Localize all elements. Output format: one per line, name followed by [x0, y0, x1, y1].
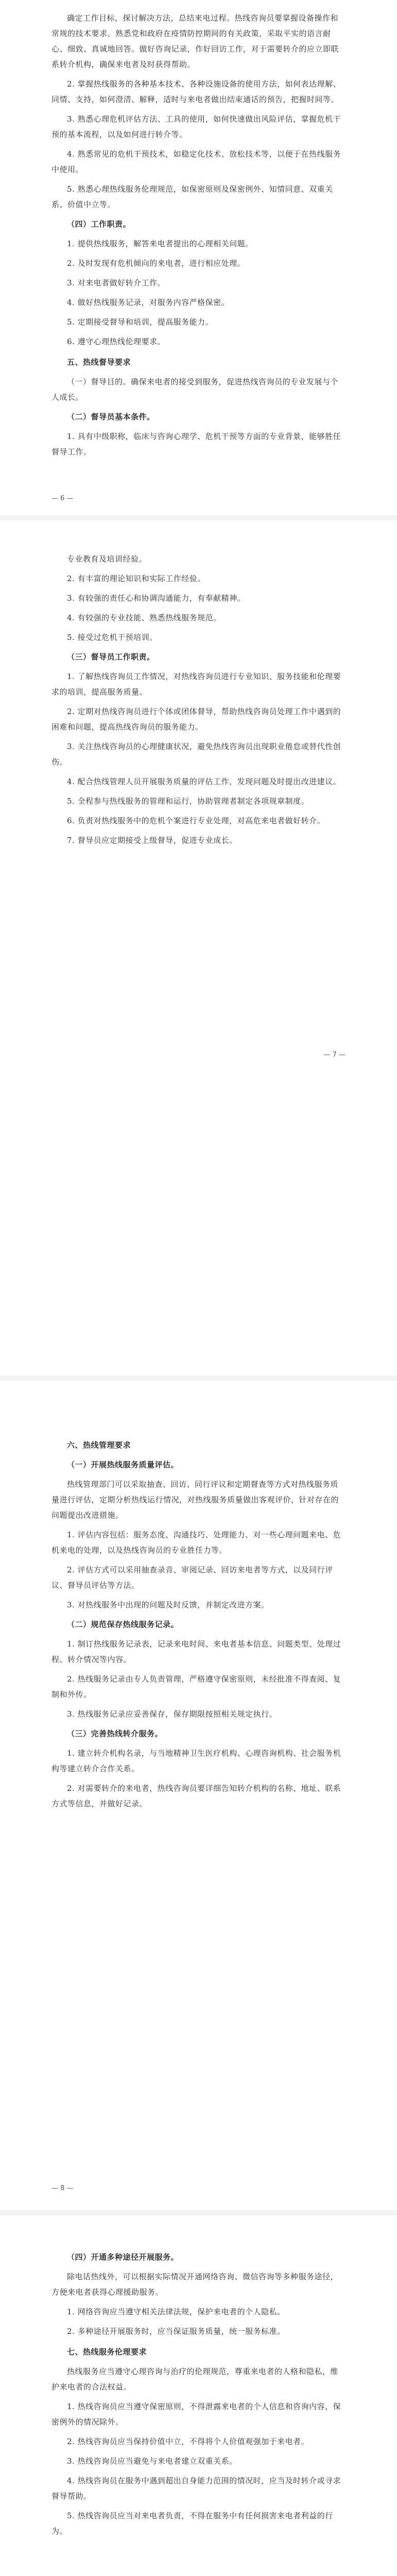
page-separator	[0, 2210, 397, 2215]
subsection-heading: （二）规范保存热线服务记录。	[67, 1620, 179, 1629]
document-page-2	[0, 520, 397, 1376]
paragraph: 5. 熟悉心理热线服务伦理规范，如保密原则及保密例外、知情同意、双重关系、价值中立等。	[51, 184, 333, 209]
list-item: 1. 网络咨询应当遵守相关法律法规，保护来电者的个人隐私。	[67, 2307, 285, 2316]
list-item: 2. 热线咨询员应当保持价值中立，不得将个人价值观强加于来电者。	[67, 2437, 309, 2446]
page-number: — 7 —	[323, 1051, 346, 1059]
subsection-heading: （三）督导员工作职责。	[67, 652, 155, 662]
list-item: 1. 制订热线服务记录表，记录来电时间、来电者基本信息、问题类型、处理过程、转介情况等内容。	[51, 1639, 341, 1664]
paragraph: 3. 熟悉心理危机评估方法、工具的使用，如何快速做出风险评估，掌握危机干预的基本流程，以及如何进行转介等。	[51, 114, 341, 139]
list-item: 1. 热线咨询员应当遵守保密原则，不得泄露来电者的个人信息和咨询内容，保密例外的情况除外。	[51, 2402, 341, 2427]
paragraph: 热线服务应当遵守心理咨询与治疗的伦理规范，尊重来电者的人格和隐私，维护来电者的合法权益。	[51, 2367, 339, 2392]
list-item: 2. 及时发现有危机倾向的来电者，进行相应处理。	[67, 259, 246, 268]
list-item: 5. 定期接受督导和培训，提高服务能力。	[67, 317, 214, 327]
list-item: 4. 有较强的专业技能、熟悉热线服务规范。	[67, 613, 221, 622]
list-item: 2. 评估方式可以采用抽查录音、审阅记录、回访来电者等方式，以及同行评议、督导员评估等方法。	[51, 1565, 333, 1590]
subsection-heading: （四）工作职责。	[67, 219, 131, 229]
document-page-4	[0, 2215, 397, 2576]
list-item: 7. 督导员应定期接受上级督导，促进专业成长。	[67, 836, 237, 845]
list-item: 4. 热线咨询员在服务中遇到超出自身能力范围的情况时，应当及时转介或寻求督导帮助。	[51, 2476, 341, 2501]
list-item: 3. 有较强的责任心和协调沟通能力，有奉献精神。	[67, 594, 246, 603]
list-item: 1. 了解热线咨询员工作情况，对热线咨询员进行专业知识、服务技能和伦理要求的培训，提高服务质量。	[51, 672, 341, 697]
page-number: — 8 —	[51, 2184, 74, 2192]
list-item: 2. 有丰富的理论知识和实际工作经验。	[67, 574, 205, 583]
list-item: 3. 对热线服务中出现的问题及时反馈，并制定改进方案。	[67, 1600, 269, 1609]
page-1-content	[51, 10, 345, 464]
list-item: 6. 遵守心理热线伦理要求。	[67, 337, 166, 346]
list-item: 4. 配合热线管理人员开展服务质量的评估工作，发现问题及时提出改进建议。	[67, 777, 341, 786]
list-item: 2. 热线服务记录由专人负责管理，严格遵守保密原则，未经批准不得查阅、复制和外传。	[51, 1674, 341, 1699]
list-item: 4. 做好热线服务记录，对服务内容严格保密。	[67, 298, 230, 307]
paragraph: 确定工作目标，探讨解决方法，总结来电过程。热线咨询员要掌握设备操作和常规的技术要求。熟悉党和政府在疫情防控期间的有关政策，采取平实的语言耐心、细致、真诚地回答。做好咨询记录，作好回访工作，对于需要转介的应立即联系转介机构，确保来电者及时获得帮助。	[51, 13, 339, 69]
list-item: 2. 定期对热线咨询员进行个体或团体督导，帮助热线咨询员处理工作中遇到的困难和问题，提高热线咨询员的服务能力。	[51, 707, 341, 732]
page-4-content	[51, 2246, 345, 2543]
list-item: 1. 评估内容包括：服务态度、沟通技巧、处理能力、对一些心理问题来电、危机来电的处理，以及热线咨询员的专业胜任力等。	[51, 1530, 341, 1555]
subsection-heading: （四）开通多种途径开展服务。	[67, 2252, 179, 2262]
paragraph: 2. 掌握热线服务的各种基本技术、各种设施设备的使用方法，如何表达理解、同情、支持，如何澄清、解释，适时与来电者做出结束通话的预告，把握时间等。	[51, 79, 341, 104]
section-heading: 七、热线服务伦理要求	[67, 2347, 147, 2357]
list-item: 2. 对需要转介的来电者，热线咨询员要详细告知转介机构的名称、地址、联系方式等信息，并做好记录。	[51, 1784, 341, 1808]
page-number: — 6 —	[51, 495, 74, 502]
paragraph: 4. 熟悉常见的危机干预技术，如稳定化技术、放松技术等，以便于在热线服务中使用。	[51, 149, 341, 174]
subsection-heading: （三）完善热线转介服务。	[67, 1729, 163, 1738]
list-item: 6. 负责对热线服务中的危机个案进行专业处理，对高危来电者做好转介。	[67, 816, 325, 825]
paragraph: 除电话热线外，可以根据实际情况开通网络咨询、微信咨询等多种服务途径，方便来电者获得心理援助服务。	[51, 2272, 339, 2297]
list-item: 5. 接受过危机干预培训。	[67, 633, 158, 642]
list-item: 1. 提供热线服务，解答来电者提出的心理相关问题。	[67, 239, 253, 248]
list-item: 5. 全程参与热线服务的管理和运行，协助管理者制定各项规章制度。	[67, 796, 309, 806]
list-item: 3. 关注热线咨询员的心理健康状况，避免热线咨询员出现职业倦怠或替代性创伤。	[51, 742, 341, 767]
paragraph: 热线管理部门可以采取抽查、回访、同行评议和定期督查等方式对热线服务质量进行评估，定期分析热线运行情况，对热线服务质量做出客观评价，针对存在的问题提出改进措施。	[51, 1480, 339, 1520]
list-item: 3. 对来电者做好转介工作。	[67, 278, 166, 287]
page-separator	[0, 1376, 397, 1381]
page-3-content	[51, 1432, 345, 1816]
document-page-3	[0, 1381, 397, 2210]
page-2-content	[51, 551, 345, 852]
subsection-heading: （二）督导员基本条件。	[67, 412, 155, 421]
list-item: 1. 建立转介机构名录，与当地精神卫生医疗机构、心理咨询机构、社会服务机构等建立转介合作关系。	[51, 1749, 341, 1773]
subsection-heading: （一）开展热线服务质量评估。	[67, 1460, 179, 1469]
section-heading: 五、热线督导要求	[67, 358, 131, 367]
paragraph: 专业教育及培训经验。	[67, 554, 147, 564]
list-item: 5. 热线咨询员应当对来电者负责，不得在服务中有任何损害来电者利益的行为。	[51, 2511, 333, 2536]
section-heading: 六、热线管理要求	[67, 1440, 131, 1450]
paragraph: 1. 具有中级职称，临床与咨询心理学、危机干预等方面的专业背景，能够胜任督导工作。	[51, 432, 341, 456]
list-item: 3. 热线咨询员应当避免与来电者建立双重关系。	[67, 2456, 237, 2466]
page-separator	[0, 515, 397, 520]
document-page-1	[0, 0, 397, 515]
list-item: 3. 热线服务记录应妥善保存，保存期限按照相关规定执行。	[67, 1709, 278, 1719]
paragraph: （一）督导目的。确保来电者的接受到服务，促进热线咨询员的专业发展与个人成长。	[51, 377, 339, 402]
list-item: 2. 多种途径开展服务时，应当保证服务质量，统一服务标准。	[67, 2327, 285, 2336]
